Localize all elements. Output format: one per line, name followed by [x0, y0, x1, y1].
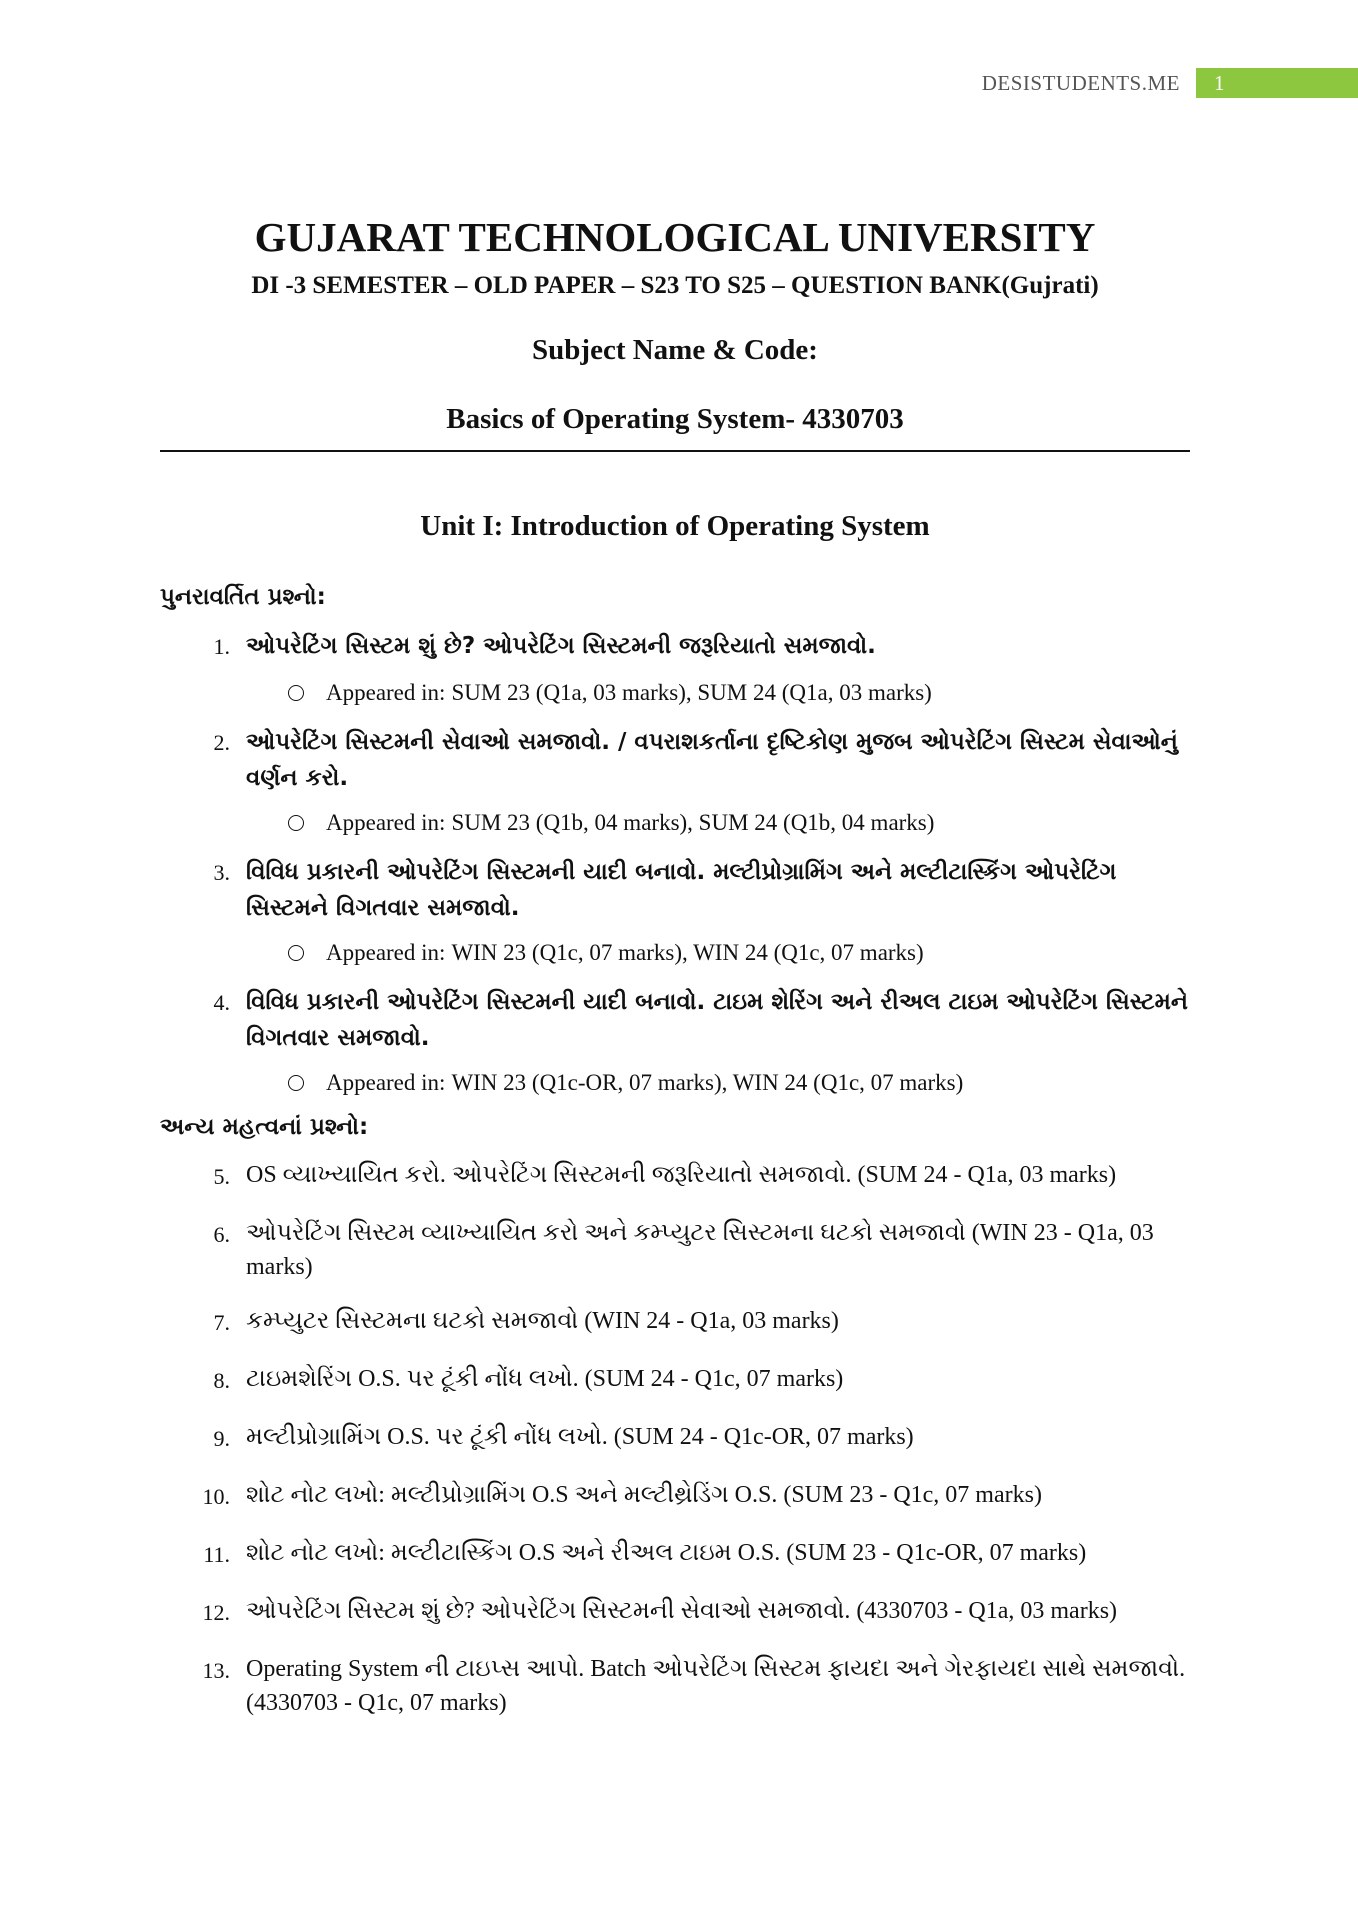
page-number: 1 — [1196, 68, 1358, 98]
circle-bullet-icon — [288, 815, 304, 831]
list-item — [160, 724, 1190, 796]
appeared-value: SUM 23 (Q1a, 03 marks), SUM 24 (Q1a, 03 marks) — [451, 680, 932, 705]
circle-bullet-icon — [288, 1075, 304, 1091]
list-item — [160, 628, 1190, 666]
question-text: મલ્ટીપ્રોગ્રામિંગ O.S. પર ટૂંકી નોંધ લખો. (SUM 24 - Q1c-OR, 07 marks) — [246, 1424, 914, 1450]
repeated-question-list — [160, 628, 1190, 1096]
appeared-in — [160, 940, 1190, 966]
page-header — [982, 68, 1358, 98]
other-questions-heading: અન્ય મહત્વનાં પ્રશ્નો: — [160, 1114, 369, 1140]
question-text: કમ્પ્યુટર સિસ્ટમના ઘટકો સમજાવો (WIN 24 - Q1a, 03 marks) — [246, 1308, 839, 1334]
list-item — [160, 1420, 1190, 1458]
question-number: 2. — [213, 730, 230, 755]
appeared-label: Appeared in: — [326, 1070, 446, 1095]
question-text: ઓપરેટિંગ સિસ્ટમ શું છે? ઓપરેટિંગ સિસ્ટમની સેવાઓ સમજાવો. (4330703 - Q1a, 03 marks) — [246, 1598, 1118, 1624]
list-item — [160, 984, 1190, 1056]
appeared-in — [160, 810, 1190, 836]
horizontal-rule — [160, 450, 1190, 452]
university-title: GUJARAT TECHNOLOGICAL UNIVERSITY — [254, 214, 1096, 260]
list-item — [160, 1362, 1190, 1400]
question-number: 11. — [203, 1542, 230, 1567]
unit-title: Unit I: Introduction of Operating System — [420, 510, 930, 542]
question-text: ઓપરેટિંગ સિસ્ટમ વ્યાખ્યાયિત કરો અને કમ્પ્યુટર સિસ્ટમના ઘટકો સમજાવો (WIN 23 - Q1a, 03 marks) — [246, 1220, 1154, 1280]
other-question-list — [160, 1158, 1190, 1720]
list-item — [160, 1652, 1190, 1720]
question-number: 12. — [202, 1600, 230, 1625]
appeared-label: Appeared in: — [326, 940, 446, 965]
list-item — [160, 1594, 1190, 1632]
question-text: શોટ નોટ લખો: મલ્ટીટાસ્કિંગ O.S અને રીઅલ ટાઇમ O.S. (SUM 23 - Q1c-OR, 07 marks) — [246, 1540, 1087, 1566]
question-content — [160, 584, 1190, 1740]
list-item — [160, 1216, 1190, 1284]
question-number: 13. — [202, 1658, 230, 1683]
list-item — [160, 1478, 1190, 1516]
appeared-value: WIN 23 (Q1c, 07 marks), WIN 24 (Q1c, 07 marks) — [451, 940, 924, 965]
site-name: DESISTUDENTS.ME — [981, 70, 1180, 95]
circle-bullet-icon — [288, 685, 304, 701]
question-text: Operating System ની ટાઇપ્સ આપો. Batch ઓપરેટિંગ સિસ્ટમ ફાયદા અને ગેરફાયદા સાથે સમજાવો. (4330703 - Q1c, 07 marks) — [246, 1656, 1186, 1716]
repeated-questions-heading: પુનરાવર્તિત પ્રશ્નો: — [160, 584, 326, 610]
question-text: ટાઇમશેરિંગ O.S. પર ટૂંકી નોંધ લખો. (SUM 24 - Q1c, 07 marks) — [246, 1366, 844, 1392]
question-text: OS વ્યાખ્યાયિત કરો. ઓપરેટિંગ સિસ્ટમની જરૂરિયાતો સમજાવો. (SUM 24 - Q1a, 03 marks) — [246, 1162, 1117, 1188]
question-number: 10. — [202, 1484, 230, 1509]
question-number: 9. — [213, 1426, 230, 1451]
exam-subtitle: DI -3 SEMESTER – OLD PAPER – S23 TO S25 – QUESTION BANK(Gujrati) — [251, 272, 1099, 299]
question-number: 8. — [213, 1368, 230, 1393]
question-number: 4. — [213, 990, 230, 1015]
list-item — [160, 1536, 1190, 1574]
list-item — [160, 854, 1190, 926]
circle-bullet-icon — [288, 945, 304, 961]
question-number: 7. — [213, 1310, 230, 1335]
question-text: ઓપરેટિંગ સિસ્ટમની સેવાઓ સમજાવો. / વપરાશકર્તાના દૃષ્ટિકોણ મુજબ ઓપરેટિંગ સિસ્ટમ સેવાઓનું વર્ણન કરો. — [246, 729, 1178, 791]
appeared-in — [160, 680, 1190, 706]
list-item — [160, 1304, 1190, 1342]
subject-label: Subject Name & Code: — [532, 334, 818, 366]
appeared-label: Appeared in: — [326, 680, 446, 705]
appeared-value: WIN 23 (Q1c-OR, 07 marks), WIN 24 (Q1c, 07 marks) — [451, 1070, 964, 1095]
question-text: વિવિધ પ્રકારની ઓપરેટિંગ સિસ્ટમની યાદી બનાવો. મલ્ટીપ્રોગ્રામિંગ અને મલ્ટીટાસ્કિંગ ઓપરેટિંગ સિસ્ટમને વિગતવાર સમજાવો. — [246, 859, 1117, 921]
appeared-label: Appeared in: — [326, 810, 446, 835]
question-number: 6. — [213, 1222, 230, 1247]
question-text: ઓપરેટિંગ સિસ્ટમ શું છે? ઓપરેટિંગ સિસ્ટમની જરૂરિયાતો સમજાવો. — [246, 633, 876, 659]
question-number: 5. — [213, 1164, 230, 1189]
appeared-value: SUM 23 (Q1b, 04 marks), SUM 24 (Q1b, 04 marks) — [451, 810, 935, 835]
subject-name: Basics of Operating System- 4330703 — [446, 403, 904, 435]
question-number: 1. — [213, 634, 230, 659]
title-block — [160, 212, 1190, 436]
question-text: શોટ નોટ લખો: મલ્ટીપ્રોગ્રામિંગ O.S અને મલ્ટીથ્રેડિંગ O.S. (SUM 23 - Q1c, 07 marks) — [246, 1482, 1042, 1508]
list-item — [160, 1158, 1190, 1196]
question-text: વિવિધ પ્રકારની ઓપરેટિંગ સિસ્ટમની યાદી બનાવો. ટાઇમ શેરિંગ અને રીઅલ ટાઇમ ઓપરેટિંગ સિસ્ટમને વિગતવાર સમજાવો. — [246, 989, 1188, 1051]
appeared-in — [160, 1070, 1190, 1096]
question-number: 3. — [213, 860, 230, 885]
